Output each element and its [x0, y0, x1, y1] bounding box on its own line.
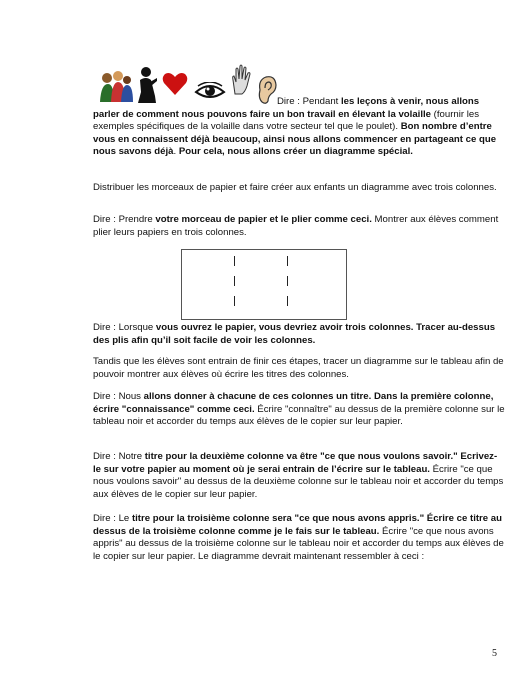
fold-mark — [287, 256, 288, 266]
intro-paragraph — [93, 96, 505, 159]
intro-note: (fournir les exemples spécifiques de la volaille dans votre secteur tel que le poulet). — [93, 108, 479, 133]
paragraph-fold — [93, 214, 505, 239]
paragraph-column-1 — [93, 391, 505, 429]
fold-note: Montrer aux élèves comment plier leurs papiers en trois colonnes. — [93, 214, 499, 238]
paragraph-column-2 — [93, 451, 505, 501]
intro-bold-1: les leçons à venir, nous allons parler de comment nous pouvons faire un bon travail en élevant la volaille — [93, 96, 480, 120]
open-bold: vous ouvrez le papier, vous devriez avoir trois colonnes. Tracer au-dessus des plis afin qu’il soit facile de voir les colonnes. — [93, 322, 496, 346]
heart-icon — [162, 72, 188, 96]
col2-bold: titre pour la deuxième colonne va être "ce que nous voulons savoir." Ecrivez-le sur votre papier au moment où je serai entrain de l’écrire sur le tableau. — [93, 451, 498, 475]
fold-mark — [234, 296, 235, 306]
hand-icon — [230, 64, 252, 96]
paragraph-board: Tandis que les élèves sont entrain de finir ces étapes, tracer un diagramme sur le tableau afin de pouvoir montrer aux élèves où écrire les titres des colonnes. — [93, 356, 504, 380]
col2-say: Dire : Notre — [93, 451, 145, 462]
fold-say: Dire : Prendre — [93, 214, 156, 225]
col3-bold: titre pour la troisième colonne sera "ce que nous avons appris." Écrire ce titre au dessus de la troisième colonne comme je le fais sur le tableau. — [93, 513, 502, 537]
paragraph-distribute: Distribuer les morceaux de papier et faire créer aux enfants un diagramme avec trois colonnes. — [93, 182, 497, 193]
col3-note: Écrire "ce que nous avons appris" au dessus de la troisième colonne sur le tableau noir et accorder du temps aux élèves de le copier sur leur papier. Le diagramme devrait maintenant ressembler à ceci : — [93, 525, 504, 562]
page-number: 5 — [492, 648, 497, 659]
col1-say: Dire : Nous — [93, 391, 144, 402]
folded-paper-diagram — [181, 249, 347, 320]
col3-say: Dire : Le — [93, 513, 132, 524]
fold-bold: votre morceau de papier et le plier comme ceci. — [155, 214, 372, 225]
fold-mark — [234, 256, 235, 266]
col2-note: Écrire "ce que nous voulons savoir" au dessus de la deuxième colonne sur le tableau noir et accorder du temps aux élèves de le copier sur leur papier. — [93, 463, 504, 500]
intro-bold-3: Pour cela, nous allons créer un diagramme spécial. — [178, 146, 413, 158]
intro-bold-2: Bon nombre d’entre vous en connaissent déjà beaucoup, ainsi nous allons commencer en partageant ce que nous savons déjà — [93, 121, 497, 158]
col1-bold: allons donner à chacune de ces colonnes un titre. Dans la première colonne, écrire "connaissance" comme ceci. — [93, 391, 494, 415]
fold-mark — [287, 276, 288, 286]
intro-say: Dire : Pendant — [277, 96, 341, 107]
paragraph-open — [93, 322, 505, 347]
intro-sep: . — [173, 146, 179, 158]
fold-mark — [287, 296, 288, 306]
fold-mark — [234, 276, 235, 286]
open-say: Dire : Lorsque — [93, 322, 156, 333]
col1-note: Écrire "connaître" au dessus de la première colonne sur le tableau noir et accorder du temps aux élèves de le copier sur leur papier. — [93, 403, 505, 428]
paragraph-column-3 — [93, 513, 505, 563]
